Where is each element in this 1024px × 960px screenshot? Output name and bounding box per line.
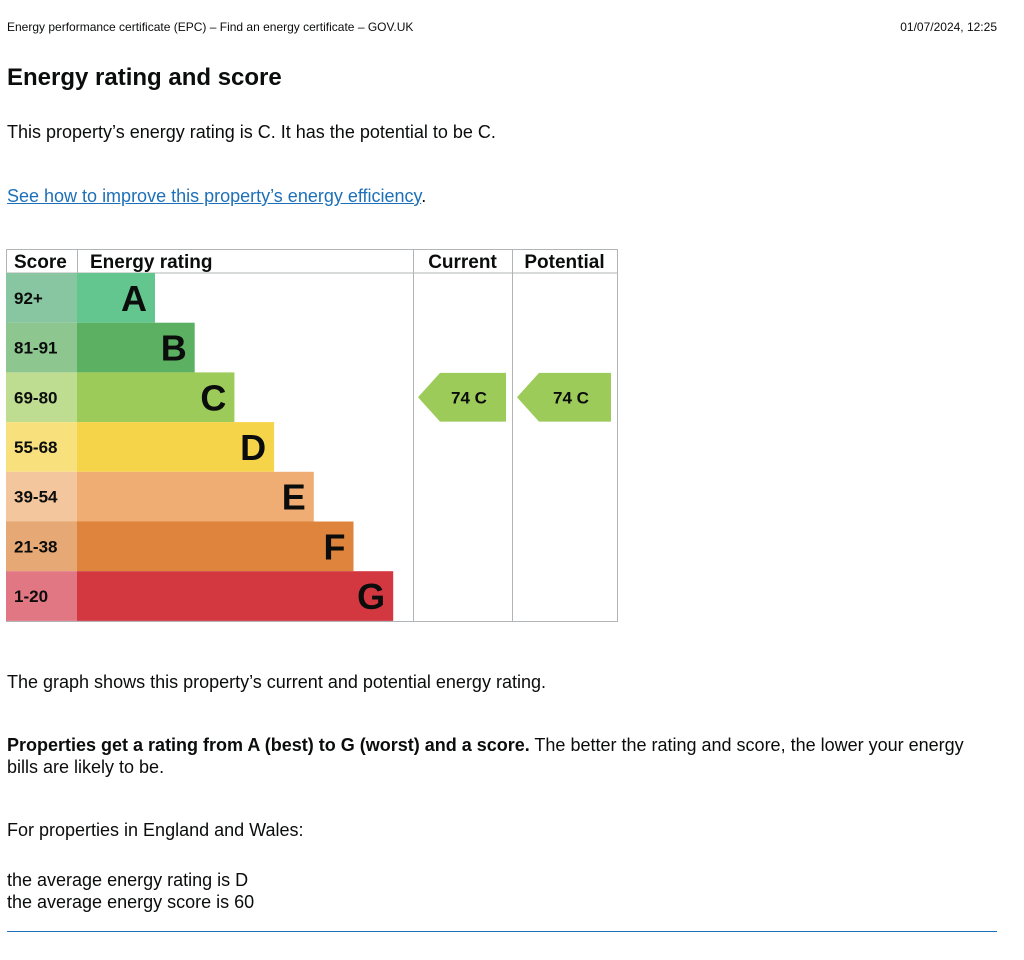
- england-wales-text: For properties in England and Wales:: [7, 820, 304, 840]
- average-list: [7, 869, 254, 913]
- band-bar-e: [77, 472, 314, 522]
- improve-link-suffix: .: [421, 186, 427, 206]
- rating-sentence: This property’s energy rating is C. It has the potential to be C.: [7, 122, 496, 142]
- band-letter-g: G: [357, 576, 386, 618]
- band-letter-c: C: [200, 377, 227, 419]
- band-bar-g: [77, 571, 393, 621]
- header-current: Current: [428, 252, 497, 273]
- print-page-title: Energy performance certificate (EPC) – Find an energy certificate – GOV.UK: [7, 20, 414, 34]
- properties-paragraph: [7, 734, 967, 778]
- band-score-b: 81-91: [14, 338, 58, 358]
- band-letter-f: F: [323, 526, 346, 568]
- current-rating-arrow-label: 74 C: [451, 388, 487, 408]
- properties-rest-text: The better the rating and score, the lower your energy bills are likely to be.: [7, 735, 964, 777]
- band-letter-a: A: [121, 277, 147, 319]
- improve-paragraph: [7, 185, 426, 207]
- average-rating-text: the average energy rating is D: [7, 870, 249, 890]
- graph-caption: The graph shows this property’s current and potential energy rating.: [7, 672, 546, 692]
- header-potential: Potential: [524, 252, 605, 273]
- epc-chart-svg: [6, 249, 618, 622]
- print-header: [7, 20, 997, 36]
- section-divider: [7, 931, 997, 932]
- band-score-a: 92+: [14, 288, 43, 308]
- epc-chart: [6, 249, 618, 622]
- average-score-text: the average energy score is 60: [7, 892, 255, 912]
- band-score-f: 21-38: [14, 537, 58, 557]
- print-datetime: 01/07/2024, 12:25: [900, 20, 997, 34]
- band-score-d: 55-68: [14, 437, 58, 457]
- header-energy-rating: Energy rating: [90, 252, 213, 273]
- band-score-g: 1-20: [14, 587, 49, 607]
- band-letter-b: B: [160, 327, 187, 369]
- band-letter-d: D: [240, 426, 267, 468]
- header-score: Score: [14, 252, 67, 273]
- band-bar-f: [77, 522, 354, 572]
- page-title: Energy rating and score: [7, 64, 282, 91]
- band-letter-e: E: [281, 476, 306, 518]
- potential-rating-arrow-label: 74 C: [553, 388, 589, 408]
- band-score-e: 39-54: [14, 487, 58, 507]
- band-score-c: 69-80: [14, 388, 58, 408]
- properties-bold-text: Properties get a rating from A (best) to G (worst) and a score.: [7, 735, 530, 755]
- improve-efficiency-link[interactable]: See how to improve this property’s energy efficiency: [7, 186, 422, 206]
